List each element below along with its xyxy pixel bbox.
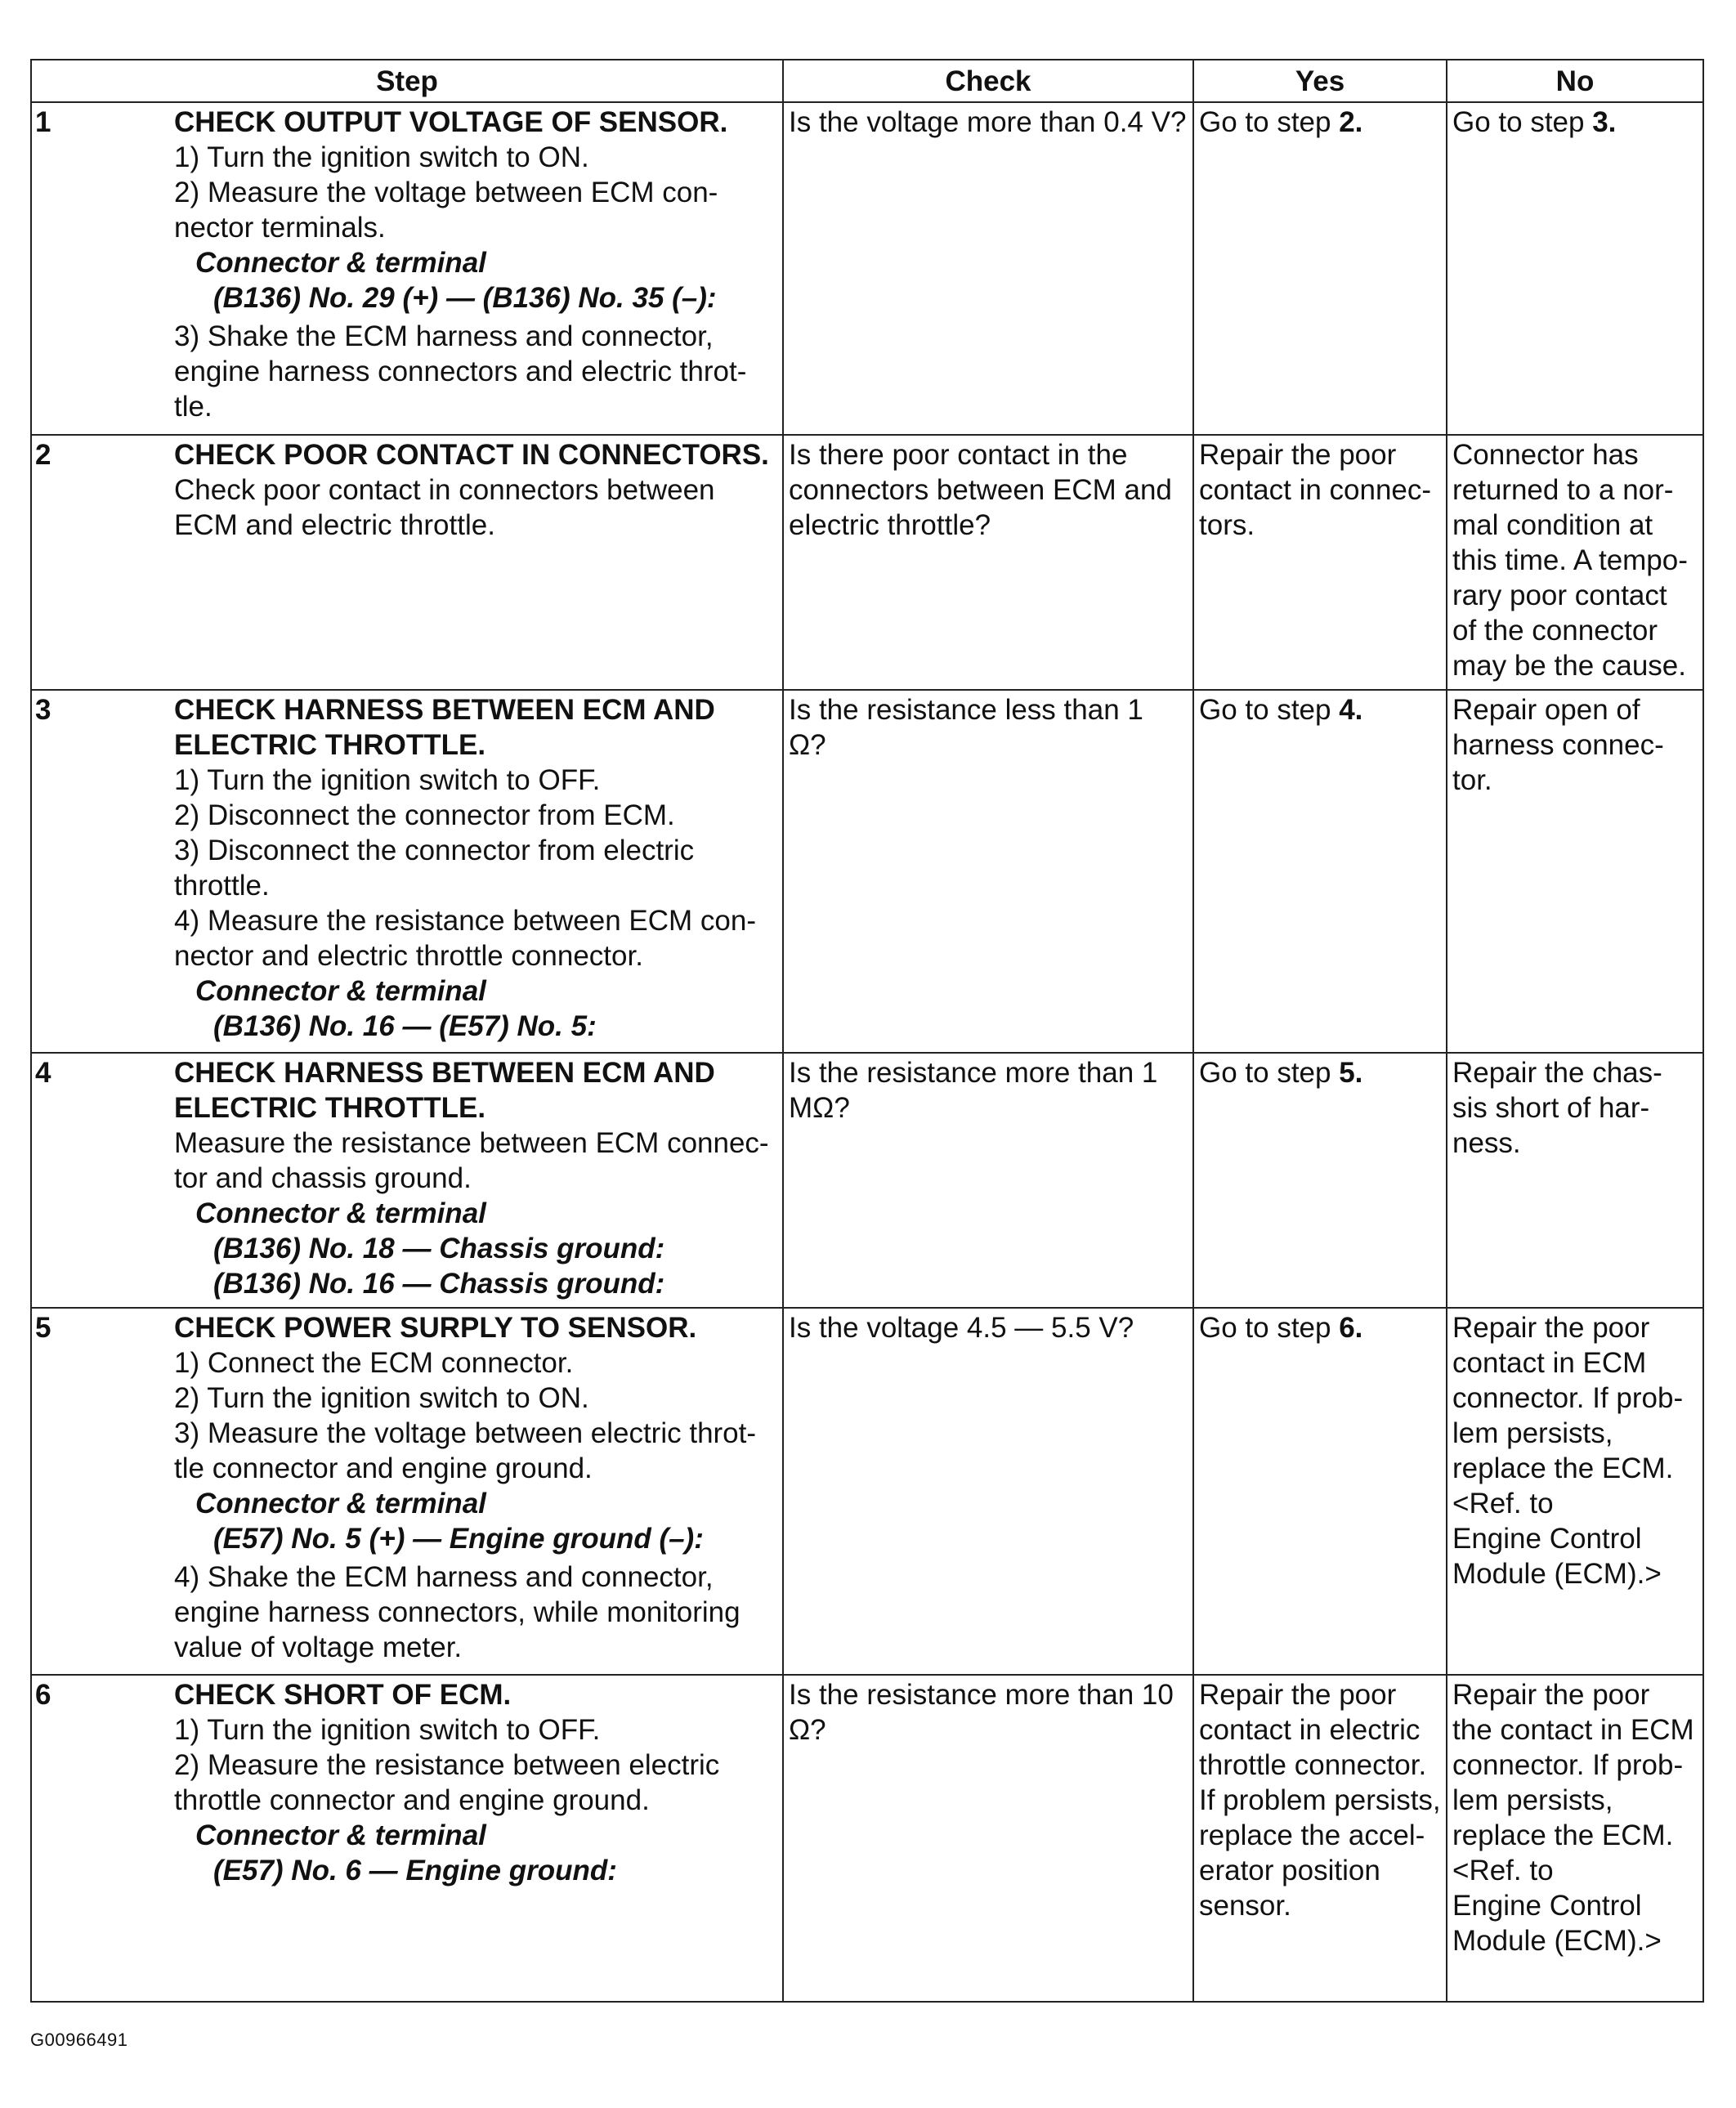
- step-number: 3: [35, 694, 51, 726]
- yes-cell: [1193, 435, 1447, 690]
- header-no: No: [1447, 60, 1703, 102]
- no-cell: [1447, 435, 1703, 690]
- step-body: [174, 436, 782, 548]
- yes-line: contact in connec-: [1199, 474, 1432, 506]
- no-line: Module (ECM).>: [1452, 1558, 1662, 1590]
- step-body: [174, 1676, 782, 1893]
- no-line: this time. A tempo-: [1452, 544, 1688, 576]
- step-title: CHECK POOR CONTACT IN CONNECTORS.: [174, 439, 769, 471]
- step-line: 2) Measure the resistance between electric: [174, 1749, 720, 1781]
- step-body: [174, 103, 782, 429]
- check-line: Ω?: [789, 729, 826, 761]
- no-line: Repair open of: [1452, 694, 1640, 726]
- table-row: [31, 1053, 1703, 1308]
- step-number: 1: [35, 106, 51, 138]
- connector-terminal-label: Connector & terminal: [195, 1197, 486, 1229]
- no-line: lem persists,: [1452, 1784, 1613, 1816]
- step-body: [174, 1309, 782, 1670]
- step-cell: [31, 1053, 783, 1308]
- step-line: engine harness connectors, while monitoring: [174, 1596, 740, 1628]
- connector-terminal-value: (B136) No. 16 — (E57) No. 5:: [213, 1010, 597, 1042]
- check-line: Is the resistance more than 10: [789, 1679, 1174, 1711]
- check-cell: [783, 435, 1193, 690]
- step-title: CHECK HARNESS BETWEEN ECM AND: [174, 694, 715, 726]
- no-line: <Ref. to: [1452, 1488, 1554, 1519]
- yes-cell: [1193, 1308, 1447, 1675]
- step-line: value of voltage meter.: [174, 1631, 463, 1663]
- header-yes: Yes: [1193, 60, 1447, 102]
- no-line: replace the ECM.: [1452, 1819, 1674, 1851]
- table-row: [31, 1308, 1703, 1675]
- step-cell: [31, 690, 783, 1053]
- step-line: 1) Turn the ignition switch to OFF.: [174, 1714, 601, 1746]
- table-row: [31, 435, 1703, 690]
- step-title: CHECK OUTPUT VOLTAGE OF SENSOR.: [174, 106, 728, 138]
- yes-line: Repair the poor: [1199, 439, 1397, 471]
- connector-terminal-value: (B136) No. 16 — Chassis ground:: [213, 1268, 665, 1300]
- step-line: 3) Shake the ECM harness and connector,: [174, 320, 714, 352]
- step-line: tle.: [174, 391, 213, 423]
- no-line: contact in ECM: [1452, 1347, 1647, 1379]
- no-line: the contact in ECM: [1452, 1714, 1694, 1746]
- step-cell: [31, 1308, 783, 1675]
- no-line: replace the ECM.: [1452, 1452, 1674, 1484]
- no-line: tor.: [1452, 764, 1492, 796]
- check-line: Is the resistance more than 1: [789, 1057, 1158, 1089]
- yes-line: Repair the poor: [1199, 1679, 1397, 1711]
- no-line: sis short of har-: [1452, 1092, 1650, 1124]
- step-line: 2) Disconnect the connector from ECM.: [174, 799, 675, 831]
- check-line: electric throttle?: [789, 509, 991, 541]
- no-line: Connector has: [1452, 439, 1639, 471]
- header-check: Check: [783, 60, 1193, 102]
- no-line: connector. If prob-: [1452, 1749, 1684, 1781]
- yes-line: replace the accel-: [1199, 1819, 1425, 1851]
- step-cell: [31, 1675, 783, 2002]
- step-title: CHECK HARNESS BETWEEN ECM AND: [174, 1057, 715, 1089]
- no-cell: [1447, 1675, 1703, 2002]
- yes-step-ref: 6.: [1339, 1312, 1363, 1344]
- step-line: Check poor contact in connectors between: [174, 474, 715, 506]
- yes-step-ref: 4.: [1339, 694, 1363, 726]
- step-line: 2) Measure the voltage between ECM con-: [174, 177, 718, 208]
- step-title: ELECTRIC THROTTLE.: [174, 729, 486, 761]
- no-line: returned to a nor-: [1452, 474, 1674, 506]
- step-title: CHECK POWER SURPLY TO SENSOR.: [174, 1312, 697, 1344]
- check-cell: [783, 102, 1193, 435]
- yes-cell: [1193, 690, 1447, 1053]
- step-cell: [31, 435, 783, 690]
- no-line: Engine Control: [1452, 1890, 1642, 1922]
- connector-terminal-value: (B136) No. 18 — Chassis ground:: [213, 1233, 665, 1264]
- no-line: <Ref. to: [1452, 1855, 1554, 1886]
- no-cell: [1447, 1053, 1703, 1308]
- no-text: Go to step: [1452, 106, 1593, 138]
- step-line: 1) Turn the ignition switch to ON.: [174, 141, 589, 173]
- no-line: ness.: [1452, 1127, 1521, 1159]
- table-row: [31, 690, 1703, 1053]
- check-line: MΩ?: [789, 1092, 850, 1124]
- step-cell: [31, 102, 783, 435]
- yes-cell: [1193, 102, 1447, 435]
- no-line: Module (ECM).>: [1452, 1925, 1662, 1957]
- no-line: rary poor contact: [1452, 580, 1667, 611]
- step-line: ECM and electric throttle.: [174, 509, 495, 541]
- no-step-ref: 3.: [1592, 106, 1617, 138]
- yes-text: Go to step: [1199, 694, 1340, 726]
- no-line: lem persists,: [1452, 1417, 1613, 1449]
- check-cell: [783, 1675, 1193, 2002]
- connector-terminal-label: Connector & terminal: [195, 975, 486, 1007]
- step-line: Measure the resistance between ECM connec-: [174, 1127, 769, 1159]
- step-line: nector terminals.: [174, 212, 386, 244]
- yes-line: throttle connector.: [1199, 1749, 1427, 1781]
- table-row: [31, 1675, 1703, 2002]
- step-line: throttle connector and engine ground.: [174, 1784, 650, 1816]
- yes-line: tors.: [1199, 509, 1255, 541]
- step-line: tor and chassis ground.: [174, 1162, 472, 1194]
- check-line: Is there poor contact in the: [789, 439, 1128, 471]
- yes-text: Go to step: [1199, 1057, 1340, 1089]
- check-cell: [783, 1308, 1193, 1675]
- step-line: nector and electric throttle connector.: [174, 940, 643, 972]
- step-number: 2: [35, 439, 51, 471]
- connector-terminal-label: Connector & terminal: [195, 1488, 486, 1519]
- no-line: of the connector: [1452, 615, 1658, 647]
- step-line: 3) Disconnect the connector from electric: [174, 835, 695, 866]
- connector-terminal-label: Connector & terminal: [195, 1819, 486, 1851]
- yes-text: Go to step: [1199, 106, 1340, 138]
- no-line: mal condition at: [1452, 509, 1653, 541]
- diagnostic-procedure-table: [30, 59, 1704, 2003]
- step-title: ELECTRIC THROTTLE.: [174, 1092, 486, 1124]
- yes-line: If problem persists,: [1199, 1784, 1441, 1816]
- yes-line: sensor.: [1199, 1890, 1291, 1922]
- no-line: Repair the poor: [1452, 1312, 1650, 1344]
- no-cell: [1447, 1308, 1703, 1675]
- connector-terminal-label: Connector & terminal: [195, 247, 486, 279]
- check-text: Is the voltage more than 0.4 V?: [789, 106, 1187, 138]
- check-line: Is the resistance less than 1: [789, 694, 1143, 726]
- no-line: Engine Control: [1452, 1523, 1642, 1555]
- yes-cell: [1193, 1053, 1447, 1308]
- step-line: throttle.: [174, 870, 270, 902]
- step-line: 4) Measure the resistance between ECM con-: [174, 905, 756, 937]
- no-cell: [1447, 690, 1703, 1053]
- yes-step-ref: 2.: [1339, 106, 1363, 138]
- yes-step-ref: 5.: [1339, 1057, 1363, 1089]
- check-cell: [783, 690, 1193, 1053]
- step-number: 4: [35, 1057, 51, 1089]
- check-line: connectors between ECM and: [789, 474, 1172, 506]
- yes-cell: [1193, 1675, 1447, 2002]
- check-text: Is the voltage 4.5 — 5.5 V?: [789, 1312, 1134, 1344]
- connector-terminal-value: (E57) No. 6 — Engine ground:: [213, 1855, 617, 1886]
- table-header-row: [31, 60, 1703, 102]
- no-cell: [1447, 102, 1703, 435]
- step-line: 1) Turn the ignition switch to OFF.: [174, 764, 601, 796]
- yes-line: erator position: [1199, 1855, 1380, 1886]
- figure-id: G00966491: [30, 2030, 128, 2050]
- no-line: Repair the chas-: [1452, 1057, 1662, 1089]
- table-row: [31, 102, 1703, 435]
- check-line: Ω?: [789, 1714, 826, 1746]
- yes-text: Go to step: [1199, 1312, 1340, 1344]
- step-line: 4) Shake the ECM harness and connector,: [174, 1561, 714, 1593]
- step-body: [174, 1054, 782, 1306]
- step-line: engine harness connectors and electric throt-: [174, 356, 747, 387]
- connector-terminal-value: (B136) No. 29 (+) — (B136) No. 35 (–):: [213, 282, 717, 314]
- step-line: 3) Measure the voltage between electric throt-: [174, 1417, 757, 1449]
- check-cell: [783, 1053, 1193, 1308]
- step-number: 5: [35, 1312, 51, 1344]
- no-line: Repair the poor: [1452, 1679, 1650, 1711]
- no-line: harness connec-: [1452, 729, 1664, 761]
- step-body: [174, 691, 782, 1049]
- no-line: connector. If prob-: [1452, 1382, 1684, 1414]
- yes-line: contact in electric: [1199, 1714, 1421, 1746]
- header-step: Step: [31, 60, 783, 102]
- step-line: 2) Turn the ignition switch to ON.: [174, 1382, 589, 1414]
- step-line: 1) Connect the ECM connector.: [174, 1347, 574, 1379]
- step-title: CHECK SHORT OF ECM.: [174, 1679, 512, 1711]
- connector-terminal-value: (E57) No. 5 (+) — Engine ground (–):: [213, 1523, 704, 1555]
- step-number: 6: [35, 1679, 51, 1711]
- step-line: tle connector and engine ground.: [174, 1452, 593, 1484]
- no-line: may be the cause.: [1452, 650, 1686, 682]
